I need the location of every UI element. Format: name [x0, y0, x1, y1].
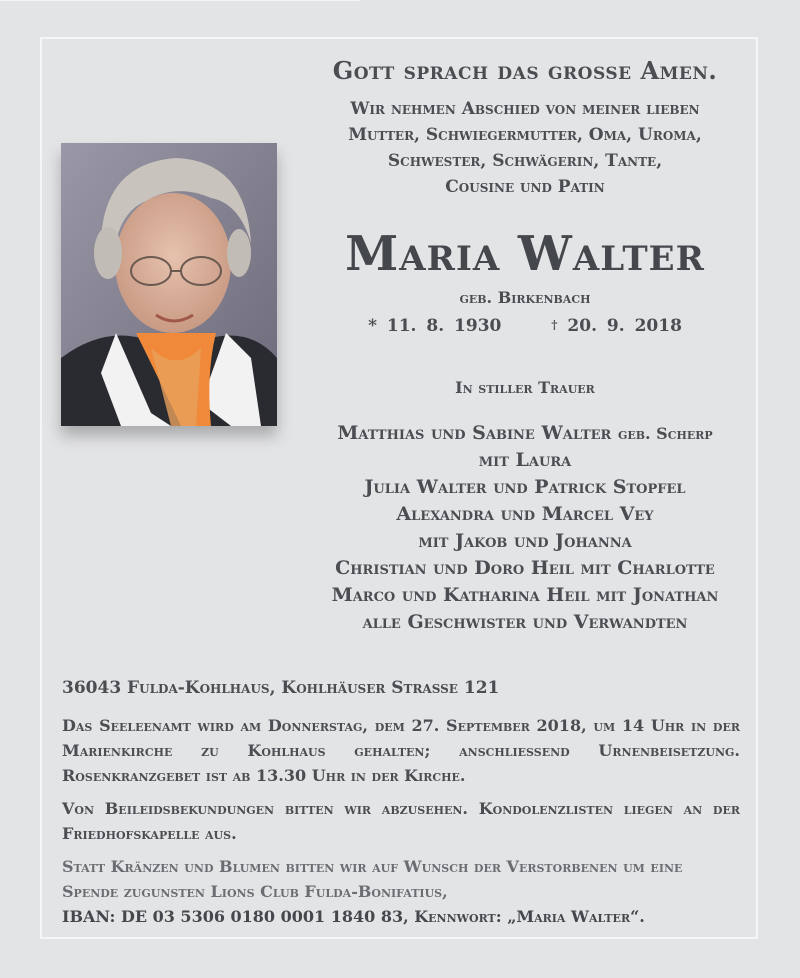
family-line: Julia Walter und Patrick Stopfel — [364, 476, 686, 498]
birth-name: geb. Birkenbach — [459, 288, 591, 307]
death-date: 20. 9. 2018 — [567, 316, 682, 336]
top-edge-line — [0, 0, 360, 1]
portrait-photo — [61, 143, 277, 426]
birth-date: 11. 8. 1930 — [386, 316, 502, 336]
family-line: Christian und Doro Heil mit Charlotte — [335, 557, 715, 579]
birth-symbol: * — [368, 316, 377, 336]
family-line: Marco und Katharina Heil mit Jonathan — [331, 584, 719, 606]
family-line — [300, 420, 750, 447]
condolence-paragraph: Von Beileidsbekundungen bitten wir abzusehen. Kondolenzlisten liegen an der Friedhofskapelle aus. — [62, 799, 740, 843]
family-line: alle Geschwister und Verwandten — [362, 611, 688, 633]
deceased-name: Maria Walter — [345, 226, 705, 282]
cross-icon: † — [551, 318, 558, 332]
donation-paragraph — [62, 854, 740, 929]
donation-iban: IBAN: DE 03 5306 0180 0001 1840 83, Kennwort: „Maria Walter“. — [62, 907, 645, 926]
address: 36043 Fulda-Kohlhaus, Kohlhäuser Straße 121 — [62, 678, 500, 698]
family-line: mit Laura — [478, 449, 572, 471]
family-line: mit Jakob und Johanna — [418, 530, 632, 552]
life-dates — [300, 316, 750, 336]
intro-line: Wir nehmen Abschied von meiner lieben — [350, 99, 700, 119]
service-paragraph: Das Seeleenamt wird am Donnerstag, dem 27. September 2018, um 14 Uhr in der Marienkirche zu Kohlhaus gehalten; anschließend Urnenbeisetzung. Rosenkranzgebet ist ab 13.30 Uhr in der Kirche. — [62, 716, 740, 785]
family-list — [300, 420, 750, 636]
heading: Gott sprach das grosse Amen. — [332, 56, 718, 85]
intro-line: Mutter, Schwiegermutter, Oma, Uroma, — [348, 125, 702, 145]
intro-text — [300, 96, 750, 200]
family-line-suffix: geb. Scherp — [617, 424, 713, 443]
intro-line: Schwester, Schwägerin, Tante, — [387, 151, 663, 171]
family-line: Alexandra und Marcel Vey — [396, 503, 654, 525]
family-line-main: Matthias und Sabine Walter — [337, 422, 612, 444]
donation-text: Statt Kränzen und Blumen bitten wir auf Wunsch der Verstorbenen um eine Spende zugunsten Lions Club Fulda-Bonifatius, — [62, 857, 683, 901]
mourning-label: In stiller Trauer — [455, 378, 595, 397]
intro-line: Cousine und Patin — [445, 177, 605, 197]
